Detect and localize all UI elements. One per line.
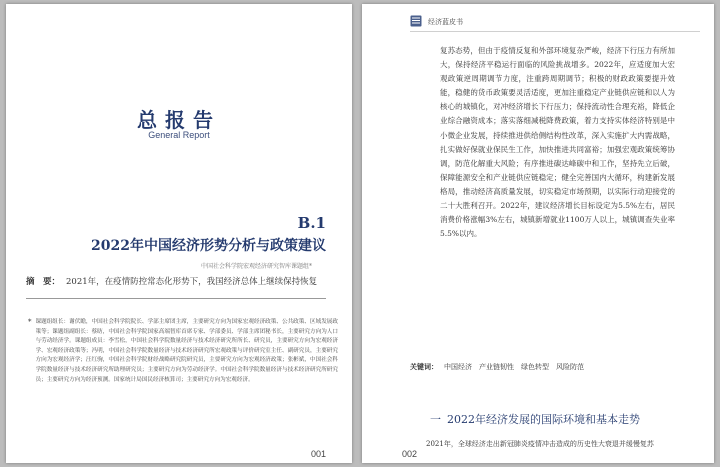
right-page: [362, 4, 714, 463]
section-title: [430, 411, 640, 427]
series-name: 经济蓝皮书: [428, 18, 463, 26]
page-number-left: 001: [310, 449, 326, 459]
report-number: B.1: [297, 214, 326, 232]
keywords-label: 关键词：: [410, 362, 438, 371]
keywords-list: 中国经济 产业链韧性 绿色转型 风险防范: [444, 363, 584, 371]
section-title-text: 2022年经济发展的国际环境和基本走势: [447, 413, 640, 426]
abstract: [26, 275, 336, 289]
running-head: [410, 14, 700, 32]
body-text: 复苏态势，但由于疫情反复和外部环境复杂严峻，经济下行压力有所加大，保持经济平稳运行面临的风险挑战增多。2022年，应适度加大宏观政策逆周期调节力度，注重跨周期调节；积极的财政政策要提升效能，稳健的货币政策要灵活适度，更加注重稳定产业链供应链和以人为核心的城镇化，对冲经济增长下行压力；保持流动性合理充裕，降低企业综合融资成本；落实落细减税降费政策，着力支持实体经济特别是中小微企业发展，持续推进供给侧结构性改革，深入实施扩大内需战略，扎实做好保就业保民生工作，加快推进共同富裕；加强宏观政策统筹协调，防范化解重大风险；有序推进碳达峰碳中和工作，坚持先立后破，保障能源安全和产业链供应链稳定；健全完善国内大循环，构建新发展格局，推动经济高质量发展，切实稳定市场预期，以实际行动迎接党的二十大胜利召开。2022年，建议经济增长目标设定为5.5%左右，居民消费价格涨幅3%左右，城镇新增就业1100万人以上，城镇调查失业率5.5%以内。: [440, 46, 675, 239]
section-number: 一: [430, 413, 441, 426]
keywords: [410, 362, 584, 372]
footnote: [28, 318, 338, 454]
book-icon: [410, 15, 422, 27]
section-body: 2021年，全球经济走出新冠肺炎疫情冲击造成的历史性大衰退并缓慢复苏: [426, 440, 654, 448]
report-title: 2022年中国经济形势分析与政策建议: [91, 238, 326, 254]
general-report-heading: 总报告: [137, 108, 221, 132]
author-line: 中国社会科学院宏观经济研究智库课题组*: [200, 263, 312, 270]
page-number-right: 002: [402, 449, 418, 459]
left-page: [6, 4, 352, 463]
abstract-label: 摘 要：: [26, 277, 61, 287]
general-report-heading-en: General Report: [148, 130, 210, 140]
footnote-text: 课题组组长：谢伏瞻，中国社会科学院院长、学部主席团主席，主要研究方向为国家宏观经济政策、公共政策、区域发展政策等；课题组副组长：蔡昉，中国社会科学院国家高端智库首席专家、学部委员、学部主席团秘书长，主要研究方向为人口与劳动经济学。课题组成员：李雪松，中国社会科学院数量经济与技术经济研究所所长、研究员，主要研究方向为宏观经济学、宏观经济政策等；冯明，中国社会科学院数量经济与技术经济研究所宏观政策与评价研究室主任、副研究员，主要研究方向为宏观经济学；汪红驹，中国社会科学院财经战略研究院研究员，主要研究方向为宏观经济政策；张彬斌，中国社会科学院数量经济与技术经济研究所助理研究员；主要研究方向为劳动经济学。中国社会科学院数量经济与技术经济研究所研究员；主要研究方向为经济预测。国家统计局国民经济核算司；主要研究方向为宏观经济。: [35, 319, 338, 383]
footnote-separator: [26, 298, 326, 299]
footnote-mark: *: [28, 318, 32, 326]
abstract-text: 2021年，在疫情防控常态化形势下，我国经济总体上继续保持恢复: [66, 277, 318, 287]
